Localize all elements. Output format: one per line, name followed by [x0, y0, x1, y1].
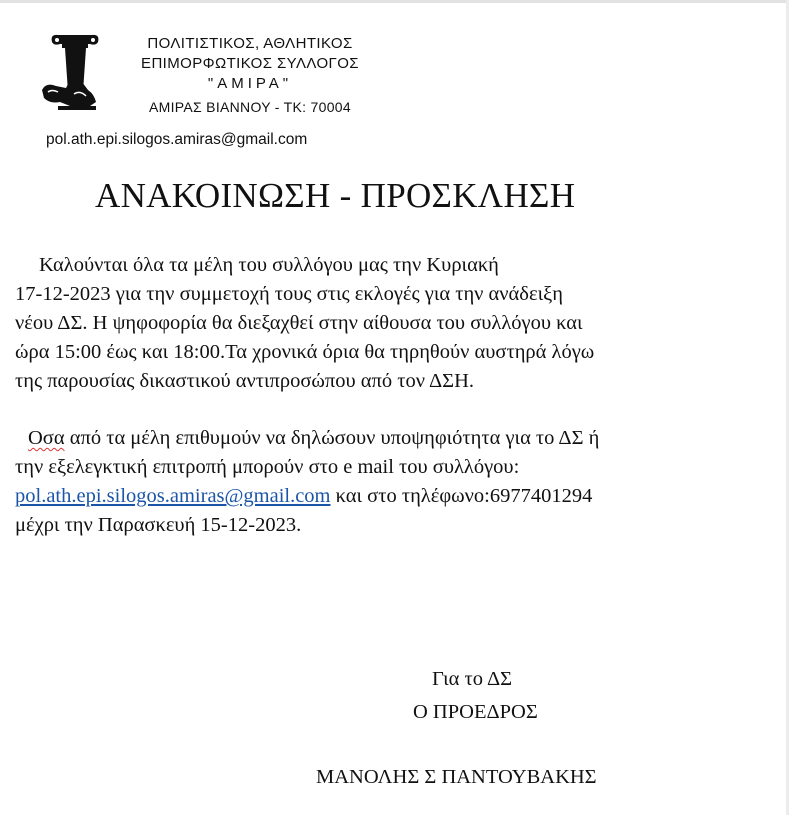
spellcheck-word: Οσα — [28, 427, 65, 449]
paragraph-invitation — [15, 251, 780, 396]
association-logo — [30, 32, 110, 112]
paragraph-line: Καλούνται όλα τα μέλη του συλλόγου μας την Κυριακή — [39, 254, 499, 276]
paragraph-line: ώρα 15:00 έως και 18:00.Τα χρονικά όρια θα τηρηθούν αυστηρά λόγω — [15, 341, 595, 363]
announcement-body — [15, 251, 780, 540]
header-email: pol.ath.epi.silogos.amiras@gmail.com — [46, 131, 308, 148]
page-top-edge — [0, 0, 789, 3]
signature-role: Ο ΠΡΟΕΔΡΟΣ — [413, 701, 538, 723]
paragraph-line: 17-12-2023 για την συμμετοχή τους στις εκλογές για την ανάδειξη — [15, 283, 563, 305]
phone-text: και στο τηλέφωνο:6977401294 — [330, 485, 593, 507]
paragraph-line: την εξελεγκτική επιτροπή μπορούν στο e mail του συλλόγου: — [15, 456, 520, 478]
paragraph-line: νέου ΔΣ. Η ψηφοφορία θα διεξαχθεί στην αίθουσα του συλλόγου και — [15, 312, 583, 334]
paragraph-text: από τα μέλη επιθυμούν να δηλώσουν υποψηφιότητα για το ΔΣ ή — [64, 427, 600, 449]
signature-name: ΜΑΝΟΛΗΣ Σ ΠΑΝΤΟΥΒΑΚΗΣ — [316, 766, 597, 788]
organization-header — [115, 34, 385, 117]
org-name-line1: ΠΟΛΙΤΙΣΤΙΚΟΣ, ΑΘΛΗΤΙΚΟΣ — [147, 35, 353, 52]
org-name-line2: ΕΠΙΜΟΡΦΩΤΙΚΟΣ ΣΥΛΛΟΓΟΣ — [141, 55, 359, 72]
paragraph-line — [15, 482, 780, 511]
org-name-line3: "ΑΜΙΡΑ" — [207, 75, 293, 92]
paragraph-line: μέχρι την Παρασκευή 15-12-2023. — [15, 514, 302, 536]
paragraph-candidacy — [15, 424, 780, 540]
signature-for: Για το ΔΣ — [432, 668, 513, 690]
page-title: ΑΝΑΚΟΙΝΩΣΗ - ΠΡΟΣΚΛΗΣΗ — [95, 176, 576, 215]
org-address: ΑΜΙΡΑΣ ΒΙΑΝΝΟΥ - ΤΚ: 70004 — [149, 99, 351, 115]
paragraph-line — [15, 424, 780, 453]
email-link[interactable]: pol.ath.epi.silogos.amiras@gmail.com — [15, 485, 331, 507]
paragraph-line: της παρουσίας δικαστικού αντιπροσώπου από τον ΔΣΗ. — [15, 370, 475, 392]
